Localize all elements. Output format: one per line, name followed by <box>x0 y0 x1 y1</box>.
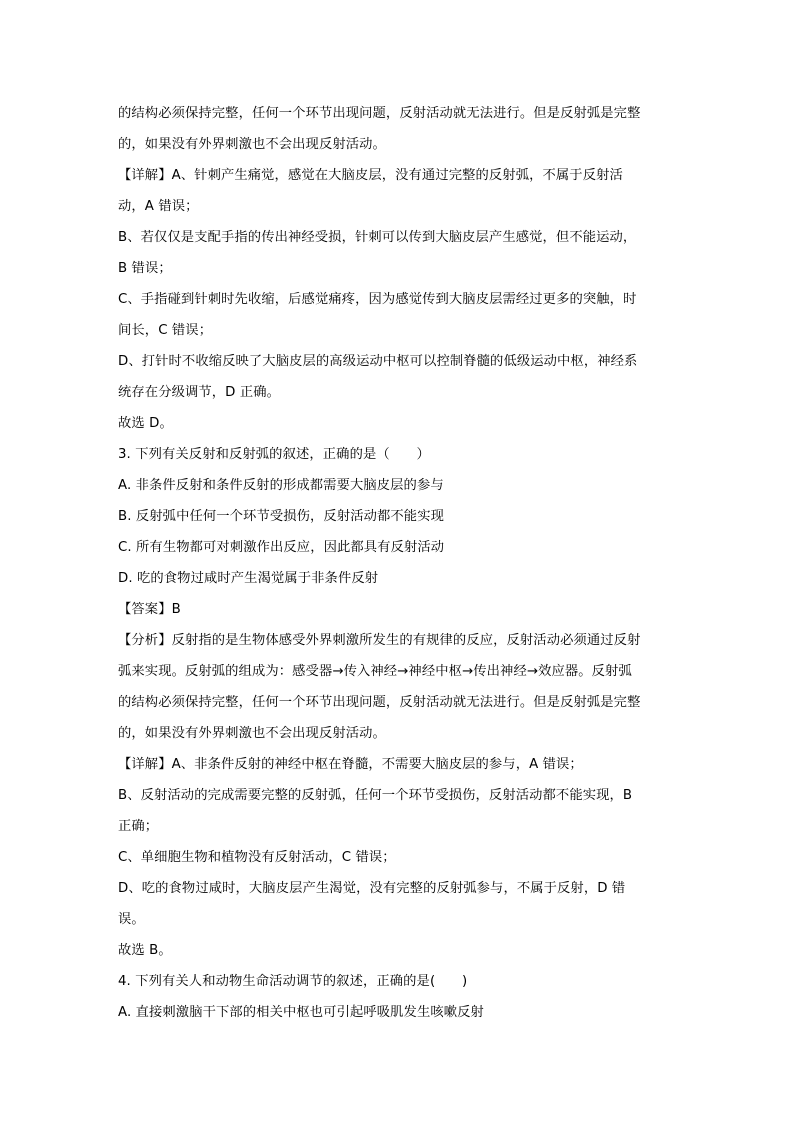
text-line: D、打针时不收缩反映了大脑皮层的高级运动中枢可以控制脊髓的低级运动中枢，神经系 <box>118 354 638 369</box>
question-stem: 3. 下列有关反射和反射弧的叙述，正确的是（ ） <box>118 447 430 462</box>
text-line: 的结构必须保持完整，任何一个环节出现问题，反射活动就无法进行。但是反射弧是完整 <box>118 106 641 121</box>
text-line: C、单细胞生物和植物没有反射活动，C 错误； <box>118 850 396 865</box>
text-line: 【详解】A、针刺产生痛觉，感觉在大脑皮层，没有通过完整的反射弧，不属于反射活 <box>118 168 623 183</box>
text-line: 的，如果没有外界刺激也不会出现反射活动。 <box>118 137 386 152</box>
text-line: 【详解】A、非条件反射的神经中枢在脊髓，不需要大脑皮层的参与，A 错误； <box>118 757 583 772</box>
text-line: 的，如果没有外界刺激也不会出现反射活动。 <box>118 726 386 741</box>
document-page <box>118 98 678 1028</box>
answer-line: 【答案】B <box>118 602 181 617</box>
option-a: A. 直接刺激脑干下部的相关中枢也可引起呼吸肌发生咳嗽反射 <box>118 1005 484 1020</box>
text-line: 的结构必须保持完整，任何一个环节出现问题，反射活动就无法进行。但是反射弧是完整 <box>118 695 641 710</box>
text-line: 故选 D。 <box>118 416 173 431</box>
option-a: A. 非条件反射和条件反射的形成都需要大脑皮层的参与 <box>118 478 444 493</box>
text-line: D、吃的食物过咸时，大脑皮层产生渴觉，没有完整的反射弧参与，不属于反射，D 错 <box>118 881 626 896</box>
text-line: B、反射活动的完成需要完整的反射弧，任何一个环节受损伤，反射活动都不能实现，B <box>118 788 633 803</box>
text-line: 统存在分级调节，D 正确。 <box>118 385 281 400</box>
text-line: 故选 B。 <box>118 943 172 958</box>
text-line: 误。 <box>118 912 145 927</box>
text-line: B、若仅仅是支配手指的传出神经受损，针刺可以传到大脑皮层产生感觉，但不能运动， <box>118 230 637 245</box>
text-line: 间长，C 错误； <box>118 323 213 338</box>
option-b: B. 反射弧中任何一个环节受损伤，反射活动都不能实现 <box>118 509 445 524</box>
option-d: D. 吃的食物过咸时产生渴觉属于非条件反射 <box>118 571 379 586</box>
text-line: C、手指碰到针刺时先收缩，后感觉痛疼，因为感觉传到大脑皮层需经过更多的突触，时 <box>118 292 637 307</box>
text-line: 正确； <box>118 819 159 834</box>
text-line: 弧来实现。反射弧的组成为：感受器→传入神经→神经中枢→传出神经→效应器。反射弧 <box>118 664 632 679</box>
option-c: C. 所有生物都可对刺激作出反应，因此都具有反射活动 <box>118 540 445 555</box>
text-line: 【分析】反射指的是生物体感受外界刺激所发生的有规律的反应，反射活动必须通过反射 <box>118 633 641 648</box>
text-line: B 错误； <box>118 261 172 276</box>
text-line: 动，A 错误； <box>118 199 199 214</box>
question-stem: 4. 下列有关人和动物生命活动调节的叙述，正确的是( ) <box>118 974 468 989</box>
